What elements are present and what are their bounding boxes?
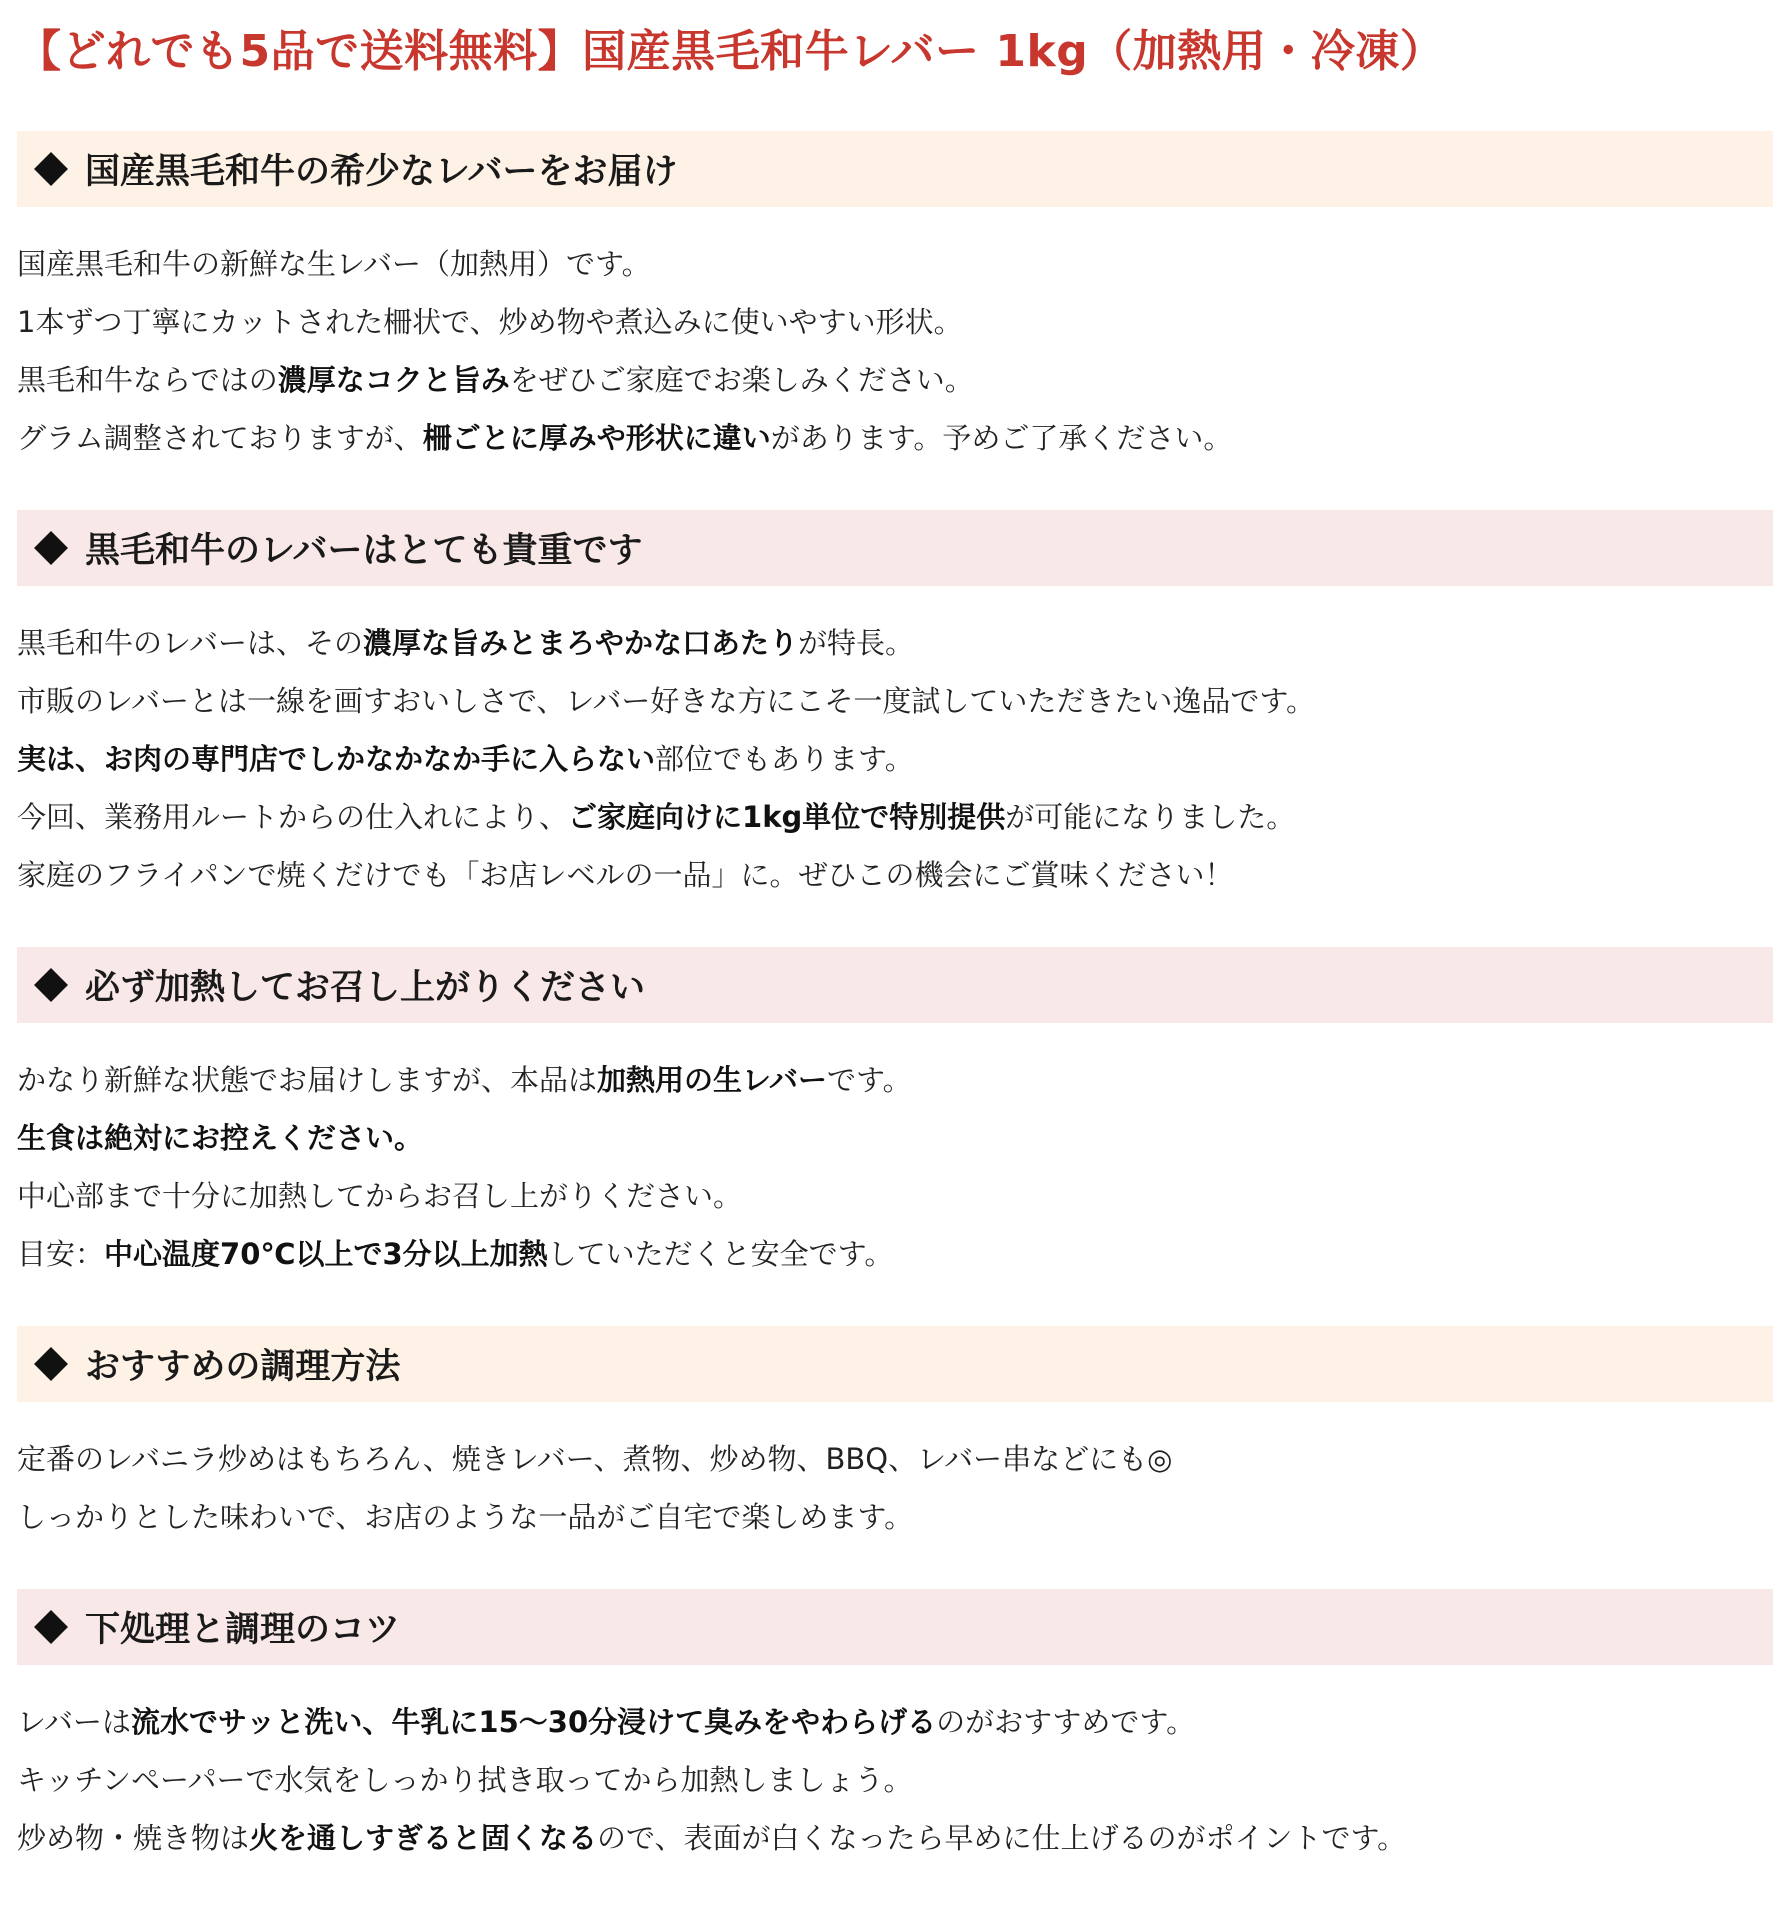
- paragraph-line: [17, 409, 1773, 467]
- text-span: 黒毛和牛のレバーは、その: [17, 626, 363, 660]
- section-heading-text: 国産黒毛和牛の希少なレバーをお届け: [85, 152, 678, 192]
- paragraph-line: [17, 730, 1773, 788]
- paragraph-line: [17, 235, 1773, 293]
- text-span: のがおすすめです。: [936, 1705, 1196, 1739]
- emphasis-text: 火を通しすぎると固くなる: [249, 1821, 598, 1855]
- section-heading: [17, 1589, 1773, 1665]
- diamond-icon: [34, 1610, 68, 1644]
- text-span: があります。予めご了承ください。: [770, 421, 1233, 455]
- product-title: 【どれでも5品で送料無料】国産黒毛和牛レバー 1kg（加熱用・冷凍）: [17, 26, 1445, 77]
- text-span: キッチンペーパーで水気をしっかり拭き取ってから加熱しましょう。: [17, 1763, 913, 1797]
- text-span: ので、表面が白くなったら早めに仕上げるのがポイントです。: [597, 1821, 1407, 1855]
- section-prep-tips: [17, 1589, 1773, 1867]
- section-body: [17, 1402, 1773, 1546]
- paragraph-line: [17, 1809, 1773, 1867]
- paragraph-line: [17, 293, 1773, 351]
- section-heading: [17, 131, 1773, 207]
- text-span: 黒毛和牛ならではの: [17, 363, 278, 397]
- section-body: [17, 1665, 1773, 1867]
- paragraph-line: [17, 1488, 1773, 1546]
- emphasis-text: 実は、お肉の専門店でしかなかなか手に入らない: [17, 742, 656, 776]
- diamond-icon: [34, 968, 68, 1002]
- text-span: 国産黒毛和牛の新鮮な生レバー（加熱用）です。: [17, 247, 651, 281]
- text-span: していただくと安全です。: [547, 1237, 894, 1271]
- emphasis-text: 生食は絶対にお控えください。: [17, 1121, 424, 1155]
- section-heading-text: おすすめの調理方法: [85, 1347, 401, 1387]
- text-span: 目安：: [17, 1237, 105, 1271]
- diamond-icon: [34, 1347, 68, 1381]
- text-span: 今回、業務用ルートからの仕入れにより、: [17, 800, 569, 834]
- section-heading: [17, 510, 1773, 586]
- text-span: かなり新鮮な状態でお届けしますが、本品は: [17, 1063, 598, 1097]
- section-heading-text: 黒毛和牛のレバーはとても貴重です: [85, 531, 643, 571]
- emphasis-text: 加熱用の生レバー: [597, 1063, 827, 1097]
- diamond-icon: [34, 152, 68, 186]
- section-heading-text: 下処理と調理のコツ: [85, 1610, 401, 1650]
- text-span: 炒め物・焼き物は: [17, 1821, 250, 1855]
- emphasis-text: 中心温度70℃以上で3分以上加熱: [104, 1237, 548, 1271]
- text-span: 部位でもあります。: [655, 742, 914, 776]
- emphasis-text: 柵ごとに厚みや形状に違い: [422, 421, 771, 455]
- text-span: グラム調整されておりますが、: [17, 421, 423, 455]
- emphasis-text: 流水でサッと洗い、牛乳に15〜30分浸けて臭みをやわらげる: [130, 1705, 937, 1739]
- section-heading: [17, 947, 1773, 1023]
- text-span: をぜひご家庭でお楽しみください。: [509, 363, 974, 397]
- section-valuable: [17, 510, 1773, 904]
- emphasis-text: 濃厚な旨みとまろやかな口あたり: [362, 626, 798, 660]
- text-span: 定番のレバニラ炒めはもちろん、焼きレバー、煮物、炒め物、BBQ、レバー串などにも◎: [17, 1442, 1173, 1476]
- section-body: [17, 586, 1773, 904]
- paragraph-line: [17, 1167, 1773, 1225]
- paragraph-line: [17, 1109, 1773, 1167]
- section-heading: [17, 1326, 1773, 1402]
- text-span: が特長。: [798, 626, 915, 660]
- paragraph-line: [17, 846, 1773, 904]
- emphasis-text: ご家庭向けに1kg単位で特別提供: [568, 800, 1006, 834]
- paragraph-line: [17, 1693, 1773, 1751]
- emphasis-text: 濃厚なコクと旨み: [277, 363, 510, 397]
- text-span: が可能になりました。: [1005, 800, 1296, 834]
- section-recommended-cooking: [17, 1326, 1773, 1546]
- text-span: 家庭のフライパンで焼くだけでも「お店レベルの一品」に。ぜひこの機会にご賞味ください！: [17, 858, 1234, 892]
- section-heading-text: 必ず加熱してお召し上がりください: [85, 968, 646, 1008]
- section-body: [17, 1023, 1773, 1283]
- text-span: 1本ずつ丁寧にカットされた柵状で、炒め物や煮込みに使いやすい形状。: [17, 305, 963, 339]
- paragraph-line: [17, 1751, 1773, 1809]
- paragraph-line: [17, 788, 1773, 846]
- paragraph-line: [17, 1225, 1773, 1283]
- paragraph-line: [17, 1051, 1773, 1109]
- section-cook-thoroughly: [17, 947, 1773, 1283]
- paragraph-line: [17, 614, 1773, 672]
- diamond-icon: [34, 531, 68, 565]
- text-span: レバーは: [17, 1705, 131, 1739]
- text-span: 市販のレバーとは一線を画すおいしさで、レバー好きな方にこそ一度試していただきたい逸品です。: [17, 684, 1316, 718]
- section-rare-liver: [17, 131, 1773, 467]
- section-body: [17, 207, 1773, 467]
- paragraph-line: [17, 1430, 1773, 1488]
- text-span: です。: [827, 1063, 912, 1097]
- paragraph-line: [17, 672, 1773, 730]
- text-span: 中心部まで十分に加熱してからお召し上がりください。: [17, 1179, 743, 1213]
- text-span: しっかりとした味わいで、お店のような一品がご自宅で楽しめます。: [17, 1500, 914, 1534]
- paragraph-line: [17, 351, 1773, 409]
